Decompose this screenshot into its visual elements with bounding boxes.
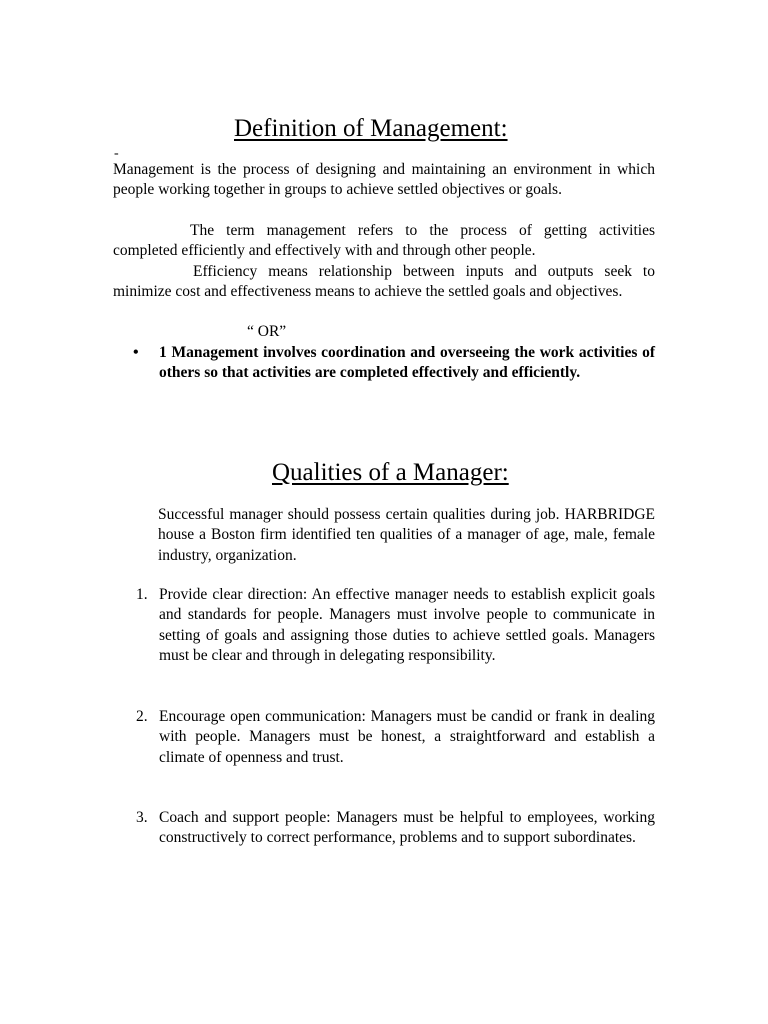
list-item-number: 2. bbox=[136, 708, 148, 725]
or-separator: “ OR” bbox=[247, 323, 287, 340]
definition-paragraph-2-line-2: completed efficiently and effectively with and through other people. bbox=[113, 242, 536, 259]
list-item-text: Coach and support people: Managers must be helpful to employees, working constructively to correct performance, problems and to support subordinates. bbox=[159, 809, 655, 847]
list-item-number: 3. bbox=[136, 809, 148, 826]
definition-paragraph-2-line-1: The term management refers to the process of getting activities bbox=[190, 222, 655, 239]
list-item-text: Encourage open communication: Managers must be candid or frank in dealing with people. Managers must be honest, a straightforward and establish a climate of openness and trust. bbox=[159, 708, 655, 766]
qualities-intro: Successful manager should possess certain qualities during job. HARBRIDGE house a Boston firm identified ten qualities of a manager of age, male, female industry, organization. bbox=[158, 506, 655, 564]
list-item-number: 1. bbox=[136, 586, 148, 603]
qualities-title: Qualities of a Manager: bbox=[272, 459, 509, 486]
list-item-text: Provide clear direction: An effective manager needs to establish explicit goals and standards for people. Managers must involve people to communicate in setting of goals and assigning those duties to achieve settled goals. Managers must be clear and through in delegating responsibility. bbox=[159, 586, 655, 665]
definition-title: Definition of Management: bbox=[234, 115, 508, 142]
bullet-icon: • bbox=[133, 344, 139, 361]
definition-paragraph-3-rest: minimize cost and effectiveness means to achieve the settled goals and objectives. bbox=[113, 283, 623, 300]
definition-paragraph-3-line-1: Efficiency means relationship between inputs and outputs seek to bbox=[193, 263, 655, 280]
definition-paragraph-1: Management is the process of designing and maintaining an environment in which people working together in groups to achieve settled objectives or goals. bbox=[113, 161, 655, 199]
bullet-text: 1 Management involves coordination and overseeing the work activities of others so that activities are completed effectively and efficiently. bbox=[159, 344, 655, 382]
stray-mark: - bbox=[114, 146, 119, 161]
